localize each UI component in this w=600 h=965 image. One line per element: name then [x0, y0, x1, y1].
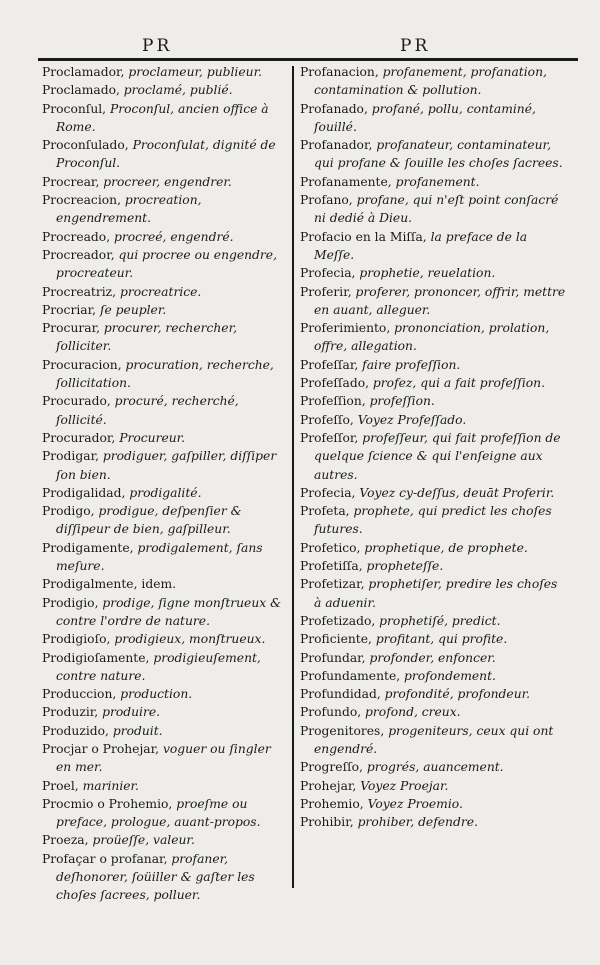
dictionary-entry [300, 411, 568, 429]
entry-translation: prophete, qui predict les choſes futures. [314, 504, 552, 537]
entry-headword: Prodigioſamente, [42, 650, 150, 665]
dictionary-entry [42, 703, 282, 721]
dictionary-entry [300, 649, 568, 667]
dictionary-entry [300, 374, 568, 392]
entry-headword: Profeſſion, [300, 394, 366, 409]
dictionary-entry [300, 136, 568, 173]
entry-translation: profanement, profanation, contamination & pollution. [314, 65, 547, 98]
entry-headword: Profeta, [300, 504, 350, 519]
entry-translation: proclamé, publié. [119, 83, 233, 98]
entry-translation: proferer, prononcer, offrir, mettre en auant, alleguer. [314, 284, 566, 317]
dictionary-entry [42, 575, 282, 593]
entry-headword: Prohemio, [300, 796, 364, 811]
entry-translation: procurer, rechercher, ſolliciter. [56, 321, 238, 354]
entry-headword: Profecia, [300, 266, 356, 281]
entry-translation: profondité, profondeur. [380, 687, 531, 702]
dictionary-entry [300, 63, 568, 100]
entry-translation: la preface de la Meſſe. [314, 229, 528, 262]
entry-translation: prophetiſer, predire les choſes à aduenir. [314, 577, 558, 610]
entry-translation: profeſſeur, qui fait profeſſion de quelque ſcience & qui l'enſeigne aux autres. [314, 430, 561, 482]
page-header [0, 0, 600, 62]
dictionary-entry [42, 649, 282, 686]
entry-translation: marinier. [78, 778, 139, 793]
entry-translation: profond, creux. [361, 705, 461, 720]
entry-headword: Procrear, [42, 174, 100, 189]
entry-translation: procreé, engendré. [110, 229, 234, 244]
entry-translation: profanateur, contaminateur, qui profane & ſouille les choſes ſacrees. [314, 138, 563, 171]
entry-translation: ſe peupler. [96, 302, 167, 317]
entry-translation: prohiber, defendre. [353, 815, 478, 830]
entry-translation: Voyez cy-deſſus, deuāt Proferir. [355, 485, 555, 500]
entry-translation: prodigalité. [125, 485, 202, 500]
dictionary-entry [42, 740, 282, 777]
entry-headword: Profano, [300, 193, 353, 208]
dictionary-entry [42, 136, 282, 173]
entry-headword: Procjar o Prohejar, [42, 741, 160, 756]
entry-headword: Prodigalidad, [42, 485, 126, 500]
entry-translation: voguer ou ſingler en mer. [56, 741, 271, 775]
entry-translation: prodigieux, monſtrueux. [110, 632, 266, 647]
right-column [300, 63, 568, 831]
dictionary-entry [42, 539, 282, 576]
entry-headword: Profeſſor, [300, 430, 359, 445]
entry-translation: profondement. [400, 668, 496, 683]
dictionary-entry [300, 100, 568, 137]
entry-headword: Produzir, [42, 705, 99, 720]
entry-translation: procreatrice. [116, 284, 202, 299]
entry-headword: Proeza, [42, 833, 89, 848]
entry-headword: Profeſſado, [300, 376, 370, 391]
entry-headword: Prodigamente, [42, 540, 134, 555]
entry-translation: proüeſſe, valeur. [88, 833, 195, 848]
dictionary-entry [42, 484, 282, 502]
entry-headword: Procreador, [42, 247, 115, 262]
dictionary-entry [42, 630, 282, 648]
dictionary-entry [42, 447, 282, 484]
entry-translation: produit. [108, 723, 163, 738]
column-divider [292, 66, 294, 888]
entry-headword: Procurador, [42, 430, 116, 445]
entry-headword: Profetizado, [300, 613, 376, 628]
entry-translation: prodiguer, gaſpiller, diſſiper ſon bien. [56, 449, 277, 482]
entry-headword: Profeſſo, [300, 412, 354, 427]
dictionary-entry [42, 191, 282, 228]
dictionary-entry [42, 100, 282, 137]
entry-headword: Profanamente, [300, 174, 392, 189]
entry-headword: Procurado, [42, 394, 111, 409]
entry-headword: Prodigar, [42, 449, 99, 464]
entry-headword: Procmio o Prohemio, [42, 796, 173, 811]
right-guide-word: PR [400, 36, 431, 56]
entry-translation: profaner, deſhonorer, ſoüiller & gaſter les choſes ſacrees, polluer. [56, 851, 255, 903]
dictionary-entry [300, 484, 568, 502]
entry-headword: Procreado, [42, 229, 111, 244]
entry-headword: Prodigalmente, idem. [42, 577, 177, 592]
entry-translation: production. [116, 687, 193, 702]
dictionary-entry [42, 850, 282, 905]
dictionary-entry [300, 630, 568, 648]
dictionary-entry [300, 502, 568, 539]
dictionary-entry [300, 575, 568, 612]
dictionary-entry [300, 264, 568, 282]
entry-headword: Proel, [42, 778, 79, 793]
entry-translation: profané, pollu, contaminé, ſouillé. [314, 101, 536, 134]
entry-headword: Procurar, [42, 321, 101, 336]
entry-headword: Prodigio, [42, 595, 99, 610]
entry-headword: Prodigioſo, [42, 632, 111, 647]
entry-translation: procuration, recherche, ſollicitation. [56, 357, 274, 391]
entry-translation: proclameur, publieur. [124, 65, 262, 79]
entry-translation: profeſſion. [365, 394, 435, 409]
entry-headword: Profetizar, [300, 577, 365, 592]
entry-translation: progrés, auancement. [363, 760, 504, 775]
entry-headword: Progenitores, [300, 723, 385, 738]
entry-translation: proeſme ou preface, prologue, auant-propos. [56, 796, 261, 830]
dictionary-entry [300, 356, 568, 374]
entry-translation: prodigieuſement, contre nature. [56, 650, 261, 683]
entry-translation: qui procree ou engendre, procreateur. [56, 247, 277, 281]
dictionary-entry [300, 795, 568, 813]
entry-headword: Procriar, [42, 302, 97, 317]
entry-headword: Proconſul, [42, 101, 107, 116]
left-column [42, 63, 282, 905]
entry-headword: Prohibir, [300, 815, 354, 830]
entry-translation: procreer, engendrer. [99, 174, 232, 189]
entry-translation: prophetiſé, predict. [375, 613, 501, 628]
dictionary-entry [300, 685, 568, 703]
entry-headword: Produccion, [42, 687, 117, 702]
entry-translation: Proconſulat, dignité de Proconſul. [56, 138, 276, 171]
entry-headword: Proconſulado, [42, 138, 129, 153]
entry-translation: profitant, qui profite. [371, 632, 508, 647]
entry-headword: Profundamente, [300, 668, 401, 683]
entry-translation: Voyez Profeſſado. [353, 412, 467, 427]
entry-headword: Profanador, [300, 138, 373, 153]
entry-headword: Proferir, [300, 284, 352, 299]
entry-translation: produire. [98, 705, 161, 720]
entry-headword: Procreacion, [42, 193, 121, 208]
dictionary-entry [42, 777, 282, 795]
entry-translation: profez, qui a fait profeſſion. [369, 376, 545, 391]
entry-translation: procreation, engendrement. [56, 193, 202, 226]
entry-headword: Prodigo, [42, 504, 95, 519]
dictionary-entry [300, 612, 568, 630]
entry-headword: Profanacion, [300, 65, 379, 79]
entry-headword: Profeſſar, [300, 357, 359, 372]
dictionary-entry [42, 722, 282, 740]
entry-translation: procuré, recherché, ſollicité. [56, 394, 239, 427]
dictionary-entry [42, 228, 282, 246]
dictionary-entry [300, 283, 568, 320]
dictionary-entry [300, 722, 568, 759]
entry-headword: Proferimiento, [300, 321, 391, 336]
entry-headword: Proficiente, [300, 632, 372, 647]
left-guide-word: PR [142, 36, 173, 56]
entry-headword: Profetiſſa, [300, 559, 363, 574]
dictionary-entry [300, 777, 568, 795]
dictionary-entry [300, 539, 568, 557]
entry-translation: propheteſſe. [362, 559, 444, 574]
dictionary-entry [300, 173, 568, 191]
entry-headword: Procuracion, [42, 357, 122, 372]
dictionary-entry [300, 557, 568, 575]
dictionary-entry [300, 429, 568, 484]
dictionary-entry [42, 283, 282, 301]
dictionary-entry [300, 667, 568, 685]
dictionary-entry [300, 191, 568, 228]
entry-headword: Profetico, [300, 540, 361, 555]
entry-headword: Profanado, [300, 101, 368, 116]
entry-headword: Procreatriz, [42, 284, 117, 299]
entry-headword: Profecia, [300, 485, 356, 500]
entry-translation: profane, qui n'eſt point conſacré ni dedié à Dieu. [314, 193, 559, 226]
entry-headword: Profundidad, [300, 687, 381, 702]
entry-headword: Prohejar, [300, 778, 357, 793]
entry-translation: prophetique, de prophete. [360, 540, 528, 555]
entry-translation: Voyez Proemio. [363, 796, 463, 811]
dictionary-entry [300, 703, 568, 721]
entry-translation: profonder, enfoncer. [365, 650, 496, 665]
header-rule [38, 58, 578, 61]
dictionary-entry [300, 228, 568, 265]
entry-headword: Proclamado, [42, 83, 120, 98]
entry-translation: prodigalement, ſans meſure. [56, 540, 263, 574]
dictionary-entry [300, 392, 568, 410]
entry-headword: Progreſſo, [300, 760, 363, 775]
dictionary-entry [42, 502, 282, 539]
dictionary-entry [300, 319, 568, 356]
entry-translation: prodige, ſigne monſtrueux & contre l'ordre de nature. [56, 595, 282, 628]
dictionary-entry [42, 246, 282, 283]
entry-translation: profanement. [391, 174, 480, 189]
entry-translation: faire profeſſion. [358, 357, 461, 372]
entry-translation: prophetie, reuelation. [355, 266, 496, 281]
entry-headword: Produzido, [42, 723, 109, 738]
dictionary-entry [42, 319, 282, 356]
dictionary-entry [42, 685, 282, 703]
entry-translation: Proconſul, ancien office à Rome. [56, 101, 269, 134]
dictionary-entry [42, 356, 282, 393]
entry-headword: Profaçar o profanar, [42, 851, 168, 866]
entry-headword: Proclamador, [42, 65, 125, 79]
entry-translation: prodigue, deſpenſier & diſſipeur de bien, gaſpilleur. [56, 504, 242, 537]
entry-translation: Voyez Proejar. [356, 778, 449, 793]
dictionary-entry [42, 173, 282, 191]
dictionary-entry [42, 63, 282, 81]
dictionary-entry [42, 594, 282, 631]
entry-translation: prononciation, prolation, offre, allegation. [314, 321, 550, 354]
entry-translation: progeniteurs, ceux qui ont engendré. [314, 723, 554, 756]
dictionary-entry [42, 429, 282, 447]
entry-headword: Profacio en la Miſſa, [300, 229, 427, 244]
dictionary-entry [42, 301, 282, 319]
dictionary-entry [42, 831, 282, 849]
entry-translation: Procureur. [115, 430, 186, 445]
dictionary-entry [300, 758, 568, 776]
dictionary-entry [42, 795, 282, 832]
dictionary-entry [300, 813, 568, 831]
dictionary-entry [42, 81, 282, 99]
dictionary-entry [42, 392, 282, 429]
entry-headword: Profundar, [300, 650, 366, 665]
entry-headword: Profundo, [300, 705, 362, 720]
